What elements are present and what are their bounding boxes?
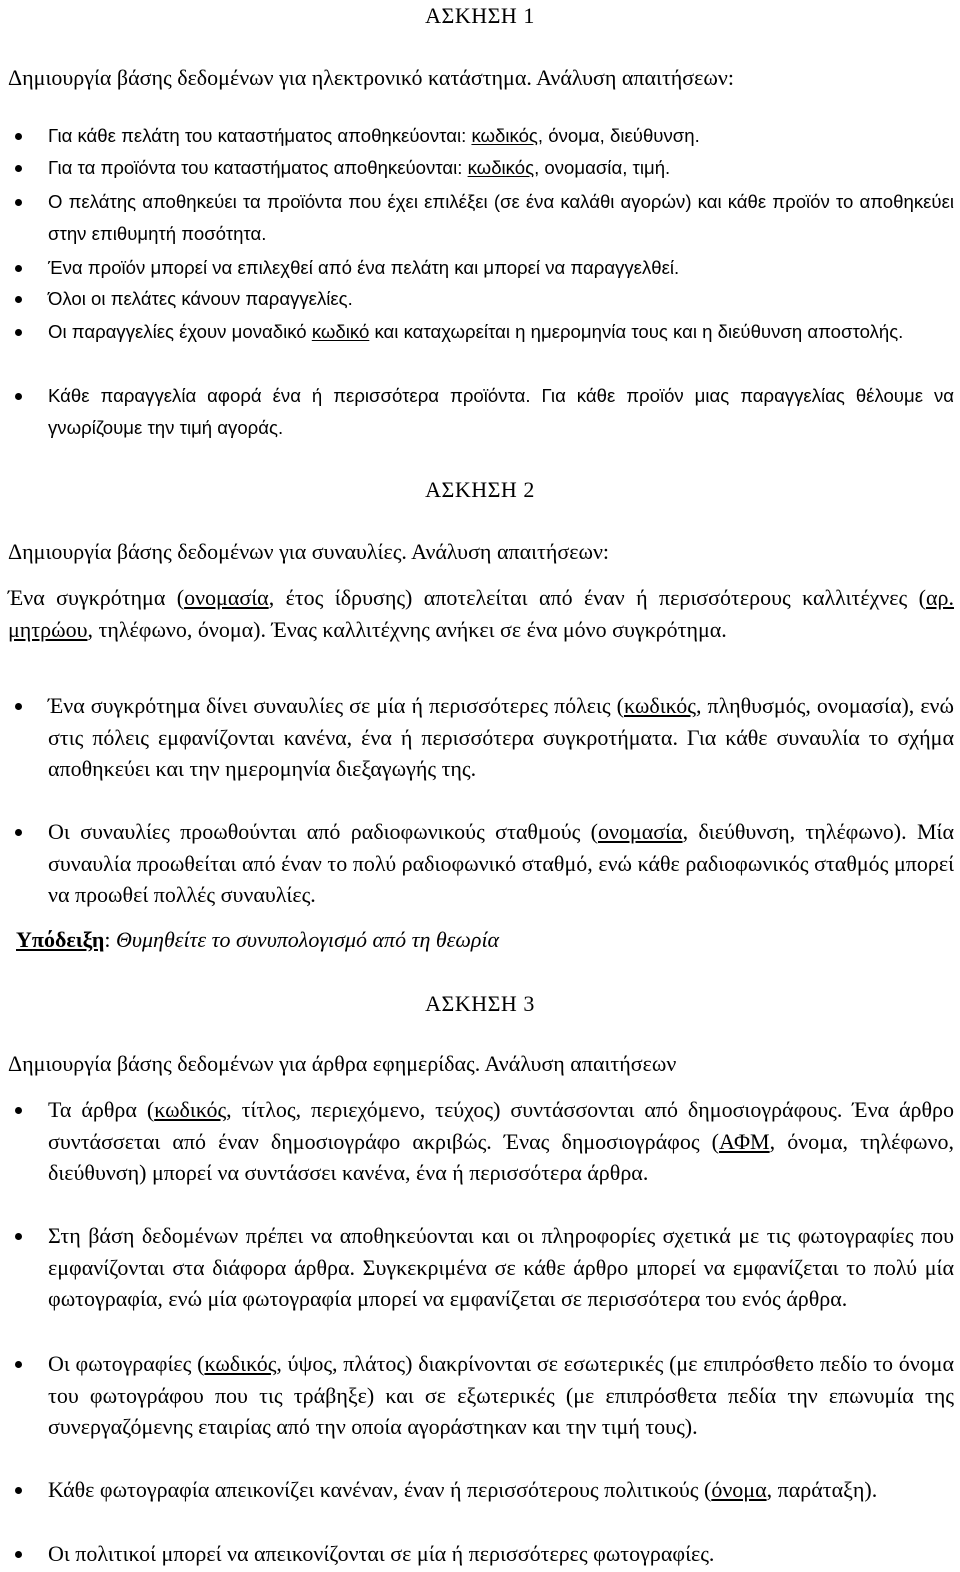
- primary-key: κωδικός: [471, 125, 538, 146]
- exercise-3-title: ΑΣΚΗΣΗ 3: [425, 991, 535, 1016]
- exercise-1-bullet-1: Για κάθε πελάτη του καταστήματος αποθηκεύονται: κωδικός, όνομα, διεύθυνση.: [48, 120, 954, 152]
- bullet-icon: [15, 296, 22, 303]
- bullet-icon: [15, 829, 22, 836]
- bullet-icon: [15, 133, 22, 140]
- exercise-3-bullet-5: Οι πολιτικοί μπορεί να απεικονίζονται σε μία ή περισσότερες φωτογραφίες.: [48, 1538, 954, 1570]
- primary-key: κωδικός: [467, 157, 535, 178]
- exercise-2-bullet-2: Οι συναυλίες προωθούνται από ραδιοφωνικούς σταθμούς (ονομασία, διεύθυνση, τηλέφωνο). Μία συναυλία προωθείται από έναν το πολύ ραδιοφωνικό σταθμό, ενώ κάθε ραδιοφωνικός σταθμός μπορεί να προωθεί πολλές συναυλίες.: [48, 816, 954, 911]
- bullet-icon: [15, 1233, 22, 1240]
- exercise-3-bullet-1: Τα άρθρα (κωδικός, τίτλος, περιεχόμενο, τεύχος) συντάσσονται από δημοσιογράφους. Ένα άρθρο συντάσσεται από έναν δημοσιογράφο ακριβώς. Ένας δημοσιογράφος (ΑΦΜ, όνομα, τηλέφωνο, διεύθυνση) μπορεί να συντάσσει κανένα, ένα ή περισσότερα άρθρα.: [48, 1094, 954, 1189]
- hint-text: Θυμηθείτε το συνυπολογισμό από τη θεωρία: [116, 927, 500, 952]
- bullet-icon: [15, 265, 22, 272]
- hint-label: Υπόδειξη: [16, 927, 105, 952]
- primary-key: ονομασία: [597, 819, 683, 844]
- primary-key: κωδικός: [623, 693, 696, 718]
- exercise-1-intro: Δημιουργία βάσης δεδομένων για ηλεκτρονικό κατάστημα. Ανάλυση απαιτήσεων:: [8, 65, 734, 90]
- primary-key: όνομα: [711, 1477, 767, 1502]
- bullet-icon: [15, 1487, 22, 1494]
- bullet-icon: [15, 329, 22, 336]
- exercise-1-bullet-6: Οι παραγγελίες έχουν μοναδικό κωδικό και καταχωρείται η ημερομηνία τους και η διεύθυνση αποστολής.: [48, 316, 954, 348]
- exercise-2-bullet-1: Ένα συγκρότημα δίνει συναυλίες σε μία ή περισσότερες πόλεις (κωδικός, πληθυσμός, ονομασία), ενώ στις πόλεις εμφανίζονται κανένα, ένα ή περισσότερα συγκροτήματα. Για κάθε συναυλία το σχήμα αποθηκεύει και την ημερομηνία διεξαγωγής της.: [48, 690, 954, 785]
- primary-key: αρ. μητρώου: [8, 585, 954, 642]
- bullet-icon: [15, 1551, 22, 1558]
- primary-key: κωδικός: [154, 1097, 227, 1122]
- bullet-icon: [15, 1107, 22, 1114]
- exercise-1-bullet-4: Ένα προϊόν μπορεί να επιλεχθεί από ένα πελάτη και μπορεί να παραγγελθεί.: [48, 252, 954, 284]
- primary-key: κωδικό: [311, 321, 370, 342]
- exercise-1-bullet-5: Όλοι οι πελάτες κάνουν παραγγελίες.: [48, 283, 954, 315]
- primary-key: κωδικός: [204, 1351, 277, 1376]
- exercise-2-paragraph: Ένα συγκρότημα (ονομασία, έτος ίδρυσης) αποτελείται από έναν ή περισσότερους καλλιτέχνες (αρ. μητρώου, τηλέφωνο, όνομα). Ένας καλλιτέχνης ανήκει σε ένα μόνο συγκρότημα.: [8, 585, 954, 642]
- primary-key: ονομασία: [184, 585, 269, 610]
- exercise-2-hint: Υπόδειξη: Θυμηθείτε το συνυπολογισμό από τη θεωρία: [16, 927, 500, 952]
- bullet-icon: [15, 703, 22, 710]
- primary-key: ΑΦΜ: [718, 1128, 770, 1154]
- bullet-icon: [15, 165, 22, 172]
- exercise-2-title: ΑΣΚΗΣΗ 2: [425, 477, 535, 502]
- bullet-icon: [15, 1361, 22, 1368]
- exercise-1-bullet-7: Κάθε παραγγελία αφορά ένα ή περισσότερα προϊόντα. Για κάθε προϊόν μιας παραγγελίας θέλουμε να γνωρίζουμε την τιμή αγοράς.: [48, 380, 954, 443]
- exercise-1-bullet-2: Για τα προϊόντα του καταστήματος αποθηκεύονται: κωδικός, ονομασία, τιμή.: [48, 152, 954, 184]
- bullet-icon: [15, 199, 22, 206]
- exercise-2-intro: Δημιουργία βάσης δεδομένων για συναυλίες. Ανάλυση απαιτήσεων:: [8, 539, 610, 564]
- exercise-3-intro: Δημιουργία βάσης δεδομένων για άρθρα εφημερίδας. Ανάλυση απαιτήσεων: [8, 1051, 677, 1076]
- exercise-1-title: ΑΣΚΗΣΗ 1: [425, 3, 535, 28]
- bullet-icon: [15, 393, 22, 400]
- exercise-3-bullet-3: Οι φωτογραφίες (κωδικός, ύψος, πλάτος) διακρίνονται σε εσωτερικές (με επιπρόσθετο πεδίο το όνομα του φωτογράφου που τις τράβηξε) και σε εξωτερικές (με επιπρόσθετα πεδία την επωνυμία της συνεργαζόμενης εταιρίας από την οποία αγοράστηκαν και την τιμή τους).: [48, 1348, 954, 1443]
- exercise-3-bullet-2: Στη βάση δεδομένων πρέπει να αποθηκεύονται και οι πληροφορίες σχετικά με τις φωτογραφίες που εμφανίζονται στα διάφορα άρθρα. Συγκεκριμένα σε κάθε άρθρο μπορεί να εμφανίζεται το πολύ μία φωτογραφία, ενώ μία φωτογραφία μπορεί να εμφανίζεται σε περισσότερα του ενός άρθρα.: [48, 1220, 954, 1315]
- exercise-3-bullet-4: Κάθε φωτογραφία απεικονίζει κανέναν, έναν ή περισσότερους πολιτικούς (όνομα, παράταξη).: [48, 1474, 954, 1506]
- exercise-1-bullet-3: Ο πελάτης αποθηκεύει τα προϊόντα που έχει επιλέξει (σε ένα καλάθι αγορών) και κάθε προϊόν το αποθηκεύει στην επιθυμητή ποσότητα.: [48, 186, 954, 249]
